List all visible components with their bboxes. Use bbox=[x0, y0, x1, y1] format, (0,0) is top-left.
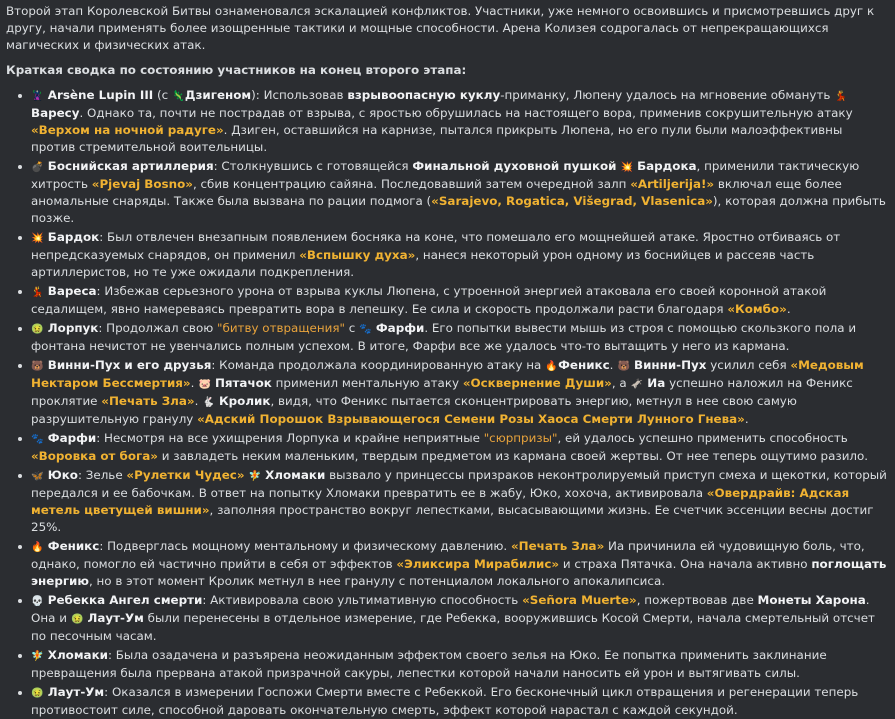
fairy-icon: 🧚 bbox=[31, 651, 44, 662]
skull-icon: 💀 bbox=[31, 596, 44, 607]
list-item-vares: 💃 Вареса: Избежав серьезного урона от взрыва куклы Люпена, с утроенной энергией атаковала его своей коронной атакой седалищем, явно намереваясь превратить вора в лепешку. Ее сила и скорость продолжали расти благодаря «Комбо». bbox=[6, 283, 889, 318]
fire-icon: 🔥 bbox=[31, 542, 44, 553]
explosion-icon: 💥 bbox=[620, 162, 634, 173]
list-item-farfi: 🐾 Фарфи: Несмотря на все ухищрения Лорпука и крайне неприятные "сюрпризы", ей удалось успешно применить способность «Воровка от бога» и завладеть неким маленьким, твердым предметом из кармана своей жертвы. От нее теперь ощутимо разило. bbox=[6, 430, 889, 465]
participant-name: Феникс bbox=[47, 539, 100, 553]
participant-name: Винни-Пух и его друзья bbox=[47, 358, 212, 372]
participant-name: Бардок bbox=[47, 230, 100, 244]
participant-name: Лорпук bbox=[47, 321, 99, 335]
participant-list bbox=[6, 87, 889, 719]
bomb-icon: 💣 bbox=[31, 162, 44, 173]
list-item-pooh: 🐻 Винни-Пух и его друзья: Команда продолжала координированную атаку на 🔥Феникс. 🐻 Винни-Пух усилил себя «Медовым Нектаром Бессмертия». 🐷 Пятачок применил ментальную атаку «Осквернение Души», а 🫏 Иа успешно наложил на Феникс проклятие «Печать Зла». 🐇 Кролик, видя, что Феникс пытается сконцентрировать энергию, метнул в нее свою самую разрушительную гранулу «Адский Порошок Взрывающегося Семени Розы Хаоса Смерти Лунного Гнева». bbox=[6, 357, 889, 428]
paw-icon: 🐾 bbox=[31, 434, 44, 445]
bear-icon: 🐻 bbox=[31, 361, 44, 372]
list-item-rebekka: 💀 Ребекка Ангел смерти: Активировала свою ультимативную способность «Señora Muerte», пожертвовав две Монеты Харона. Она и 🤢 Лаут-Ум были перенесены в отдельное измерение, где Ребекка, вооружившись Косой Смерти, начала смертельный отсчет по песочным часам. bbox=[6, 592, 889, 645]
fire-icon: 🔥 bbox=[545, 361, 558, 372]
list-item-hlomaki: 🧚 Хломаки: Была озадачена и разъярена неожиданным эффектом своего зелья на Юко. Ее попытка применить заклинание превращения была прервана атакой призрачной сакуры, лепестки которой начали наносить ей урон и вытягивать силы. bbox=[6, 647, 889, 682]
list-item-phoenix: 🔥 Феникс: Подверглась мощному ментальному и физическому давлению. «Печать Зла» Иа причинила ей чудовищную боль, что, однако, помогло ей частично прийти в себя от эффектов «Эликсира Мирабилис» и страха Пятачка. Она начала активно поглощать энергию, но в этот момент Кролик метнул в нее гранулу с потенциалом локального апокалипсиса. bbox=[6, 538, 889, 590]
nauseated-face-icon: 🤢 bbox=[31, 324, 44, 335]
list-item-yuko: 🦋 Юко: Зелье «Рулетки Чудес» 🧚 Хломаки вызвало у принцессы призраков неконтролируемый приступ смеха и щекотки, который передался и ее бабочкам. В ответ на попытку Хломаки превратить ее в жабу, Юко, хохоча, активировала «Овердрайв: Адская метель цветущей вишни», заполняя пространство вокруг лепестками, высасывающими жизнь. Ее счетчик эссенции весны достиг 25%. bbox=[6, 467, 889, 536]
list-item-lautum: 🤢 Лаут-Ум: Оказался в измерении Госпожи Смерти вместе с Ребеккой. Его бесконечный цикл отвращения и регенерации теперь противостоит силе, способной даровать окончательную смерть, эффект которой нарастал с каждой секундой. bbox=[6, 684, 889, 719]
thief-icon: 🦹 bbox=[31, 91, 44, 102]
participant-name: Фарфи bbox=[47, 431, 97, 445]
butterfly-icon: 🦋 bbox=[31, 471, 44, 482]
summary-heading: Краткая сводка по состоянию участников на конец второго этапа: bbox=[6, 63, 467, 77]
lizard-icon: 🦎 bbox=[172, 91, 185, 102]
list-item-artillery: 💣 Боснийская артиллерия: Столкнувшись с готовящейся Финальной духовной пушкой 💥 Бардока, применили тактическую хитрость «Pjevaj Bosno», сбив концентрацию сайяна. Последовавший затем очередной залп «Artiljerija!» включал еще более аномальные снаряды. Также была вызвана по рации подмога («Sarajevo, Rogatica, Višegrad, Vlasenica»), которая должна прибыть позже. bbox=[6, 158, 889, 227]
paw-icon: 🐾 bbox=[359, 324, 372, 335]
rabbit-icon: 🐇 bbox=[202, 397, 215, 408]
participant-name: Ребекка Ангел смерти bbox=[47, 593, 203, 607]
participant-name: Лаут-Ум bbox=[47, 685, 105, 699]
nauseated-face-icon: 🤢 bbox=[31, 688, 44, 699]
intro-paragraph: Второй этап Королевской Битвы ознаменовался эскалацией конфликтов. Участники, уже немного освоившись и присмотревшись друг к другу, начали применять более изощренные тактики и мощные способности. Арена Колизея содрогалась от непрекращающихся магических и физических атак. bbox=[6, 4, 875, 52]
list-item-lupin: 🦹 Arsène Lupin III (с 🦎Дзигеном): Использовав взрывоопасную куклу-приманку, Люпену удалось на мгновение обмануть 💃 Варесу. Однако та, почти не пострадав от взрыва, с яростью обрушилась на настоящего вора, применив сокрушительную атаку «Верхом на ночной радуге». Дзиген, оставшийся на карнизе, пытался прикрыть Люпена, но его пули были малоэффективны против стремительной воительницы. bbox=[6, 87, 889, 156]
bear-icon: 🐻 bbox=[617, 361, 630, 372]
explosion-icon: 💥 bbox=[31, 233, 44, 244]
participant-name: Юко bbox=[47, 468, 78, 482]
participant-name: Arsène Lupin III bbox=[47, 88, 154, 102]
dancer-icon: 💃 bbox=[31, 287, 44, 298]
list-item-bardok: 💥 Бардок: Был отвлечен внезапным появлением босняка на коне, что помешало его мощнейшей атаке. Яростно отбиваясь от непредсказуемых снарядов, он применил «Вспышку духа», нанеся некоторый урон одному из боснийцев и рассеяв часть артиллеристов, но те уже ожидали подкрепления. bbox=[6, 229, 889, 281]
pig-icon: 🐷 bbox=[198, 379, 211, 390]
participant-name: Вареса bbox=[47, 284, 97, 298]
donkey-icon: 🫏 bbox=[630, 379, 644, 390]
nauseated-face-icon: 🤢 bbox=[70, 614, 84, 625]
list-item-lorpuk: 🤢 Лорпук: Продолжал свою "битву отвращения" с 🐾 Фарфи. Его попытки вывести мышь из строя с помощью скользкого пола и фонтана нечистот не увенчались полным успехом. В итоге, Фарфи все же удалось что-то вытащить у него из кармана. bbox=[6, 320, 889, 355]
participant-name: Боснийская артиллерия bbox=[47, 159, 214, 173]
fairy-icon: 🧚 bbox=[248, 471, 262, 482]
participant-name: Хломаки bbox=[47, 648, 108, 662]
dancer-icon: 💃 bbox=[834, 91, 847, 102]
